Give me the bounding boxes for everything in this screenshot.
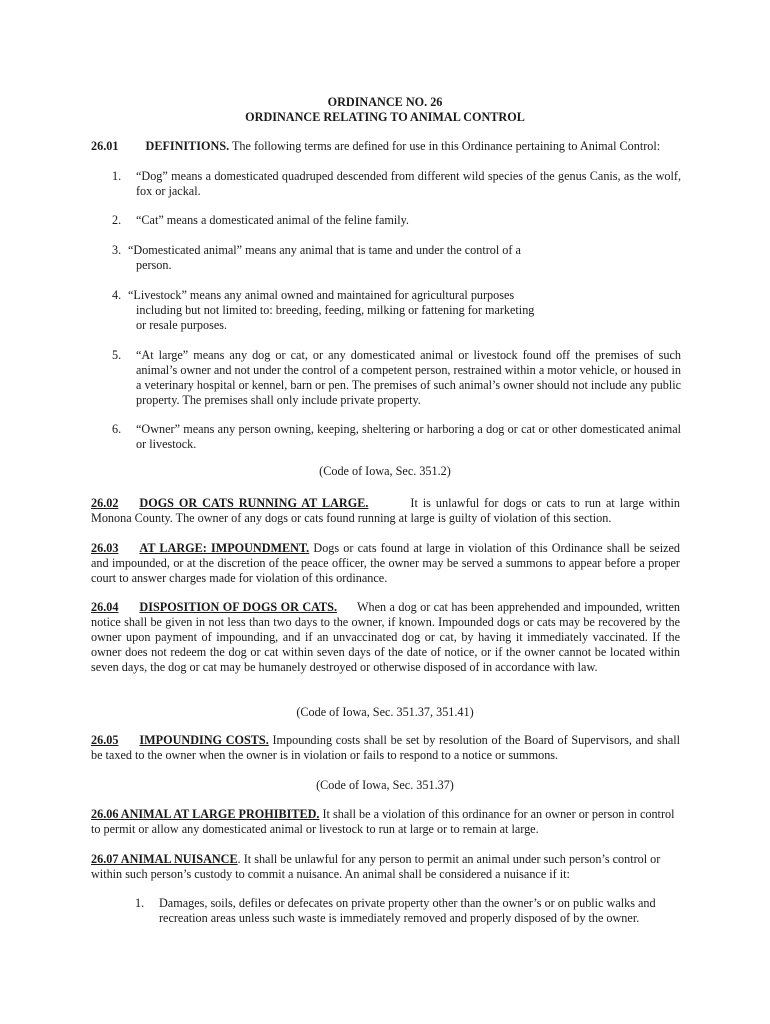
section-text: The following terms are defined for use in this Ordinance pertaining to Animal Control:	[231, 139, 661, 153]
section-text: Impounding costs shall be set by resolution of the Board of Supervisors, and shall be taxed to the owner when the owner is in violation or fails to respond to a notice or summons.	[91, 733, 681, 762]
code-citation: (Code of Iowa, Sec. 351.37)	[316, 778, 454, 792]
section-26-01-header	[91, 139, 691, 154]
section-heading: IMPOUNDING COSTS.	[139, 733, 269, 747]
section-number: 26.03	[91, 541, 119, 555]
section-number: 26.02	[91, 496, 119, 510]
item-text-line: person.	[136, 258, 172, 272]
section-26-02	[91, 496, 680, 526]
section-text: When a dog or cat has been apprehended and impounded, written notice shall be given in not less than two days to the owner, if known. Impounded dogs or cats may be recovered by the owner upon payment of impounding, and if an unvaccinated dog or cat, by having it immediately vaccinated. If the owner does not redeem the dog or cat within seven days of the date of notice, or if the owner cannot be located within seven days, the dog or cat may be humanely destroyed or otherwise disposed of in accordance with law.	[91, 600, 680, 674]
item-number: 2.	[112, 213, 122, 227]
item-number: 6.	[112, 422, 122, 436]
section-26-03	[91, 541, 680, 586]
item-number: 4.	[112, 288, 122, 302]
section-heading: DOGS OR CATS RUNNING AT LARGE.	[139, 496, 369, 510]
item-number: 3.	[112, 243, 122, 257]
code-citation: (Code of Iowa, Sec. 351.2)	[319, 464, 451, 478]
item-number: 1.	[135, 896, 145, 910]
code-citation: (Code of Iowa, Sec. 351.37, 351.41)	[296, 705, 474, 719]
section-number: 26.04	[91, 600, 119, 614]
section-26-07	[91, 852, 680, 882]
ordinance-title: ORDINANCE RELATING TO ANIMAL CONTROL	[245, 110, 525, 124]
item-text: “Dog” means a domesticated quadruped descended from different wild species of the genus Canis, as the wolf, fox or jackal.	[136, 169, 681, 198]
section-heading: DEFINITIONS.	[145, 139, 230, 153]
item-number: 1.	[112, 169, 122, 183]
ordinance-number: ORDINANCE NO. 26	[327, 95, 443, 109]
item-text-line: including but not limited to: breeding, feeding, milking or fattening for marketing	[136, 303, 535, 317]
section-text: . It shall be unlawful for any person to permit an animal under such person’s control or within such person’s custody to commit a nuisance. An animal shall be considered a nuisance if it:	[91, 852, 661, 881]
item-text: “At large” means any dog or cat, or any domesticated animal or livestock found off the premises of such animal’s owner and not under the control of a competent person, restrained within a motor vehicle, or housed in a veterinary hospital or kennel, barn or pen. The premises of such animal’s owner should not include any public property. The premises shall only include private property.	[136, 348, 681, 407]
section-number: 26.05	[91, 733, 119, 747]
section-text: It shall be a violation of this ordinance for an owner or person in control to permit or allow any domesticated animal or livestock to run at large or to remain at large.	[91, 807, 675, 836]
item-text: “Cat” means a domesticated animal of the feline family.	[136, 213, 409, 227]
section-text: Dogs or cats found at large in violation of this Ordinance shall be seized and impounded, or at the discretion of the peace officer, the owner may be served a summons to appear before a proper court to answer charges made for violation of this ordinance.	[91, 541, 681, 585]
item-text-line: “Livestock” means any animal owned and maintained for agricultural purposes	[128, 288, 515, 302]
item-text: “Owner” means any person owning, keeping, sheltering or harboring a dog or cat or other domesticated animal or livestock.	[136, 422, 681, 451]
section-heading: 26.06 ANIMAL AT LARGE PROHIBITED.	[91, 807, 320, 821]
section-heading: 26.07 ANIMAL NUISANCE	[91, 852, 238, 866]
section-26-05	[91, 733, 680, 763]
item-text-line: or resale purposes.	[136, 318, 228, 332]
section-26-04	[91, 600, 680, 675]
section-text: It is unlawful for dogs or cats to run at large within Monona County. The owner of any dogs or cats found running at large is guilty of violation of this section.	[91, 496, 680, 525]
item-number: 5.	[112, 348, 122, 362]
item-text: Damages, soils, defiles or defecates on private property other than the owner’s or on public walks and recreation areas unless such waste is immediately removed and properly disposed of by the owner.	[159, 896, 656, 925]
section-heading: DISPOSITION OF DOGS OR CATS.	[139, 600, 338, 614]
item-text-line: “Domesticated animal” means any animal that is tame and under the control of a	[128, 243, 521, 257]
section-26-06	[91, 807, 680, 837]
section-number: 26.01	[91, 139, 119, 153]
section-heading: AT LARGE: IMPOUNDMENT.	[139, 541, 310, 555]
